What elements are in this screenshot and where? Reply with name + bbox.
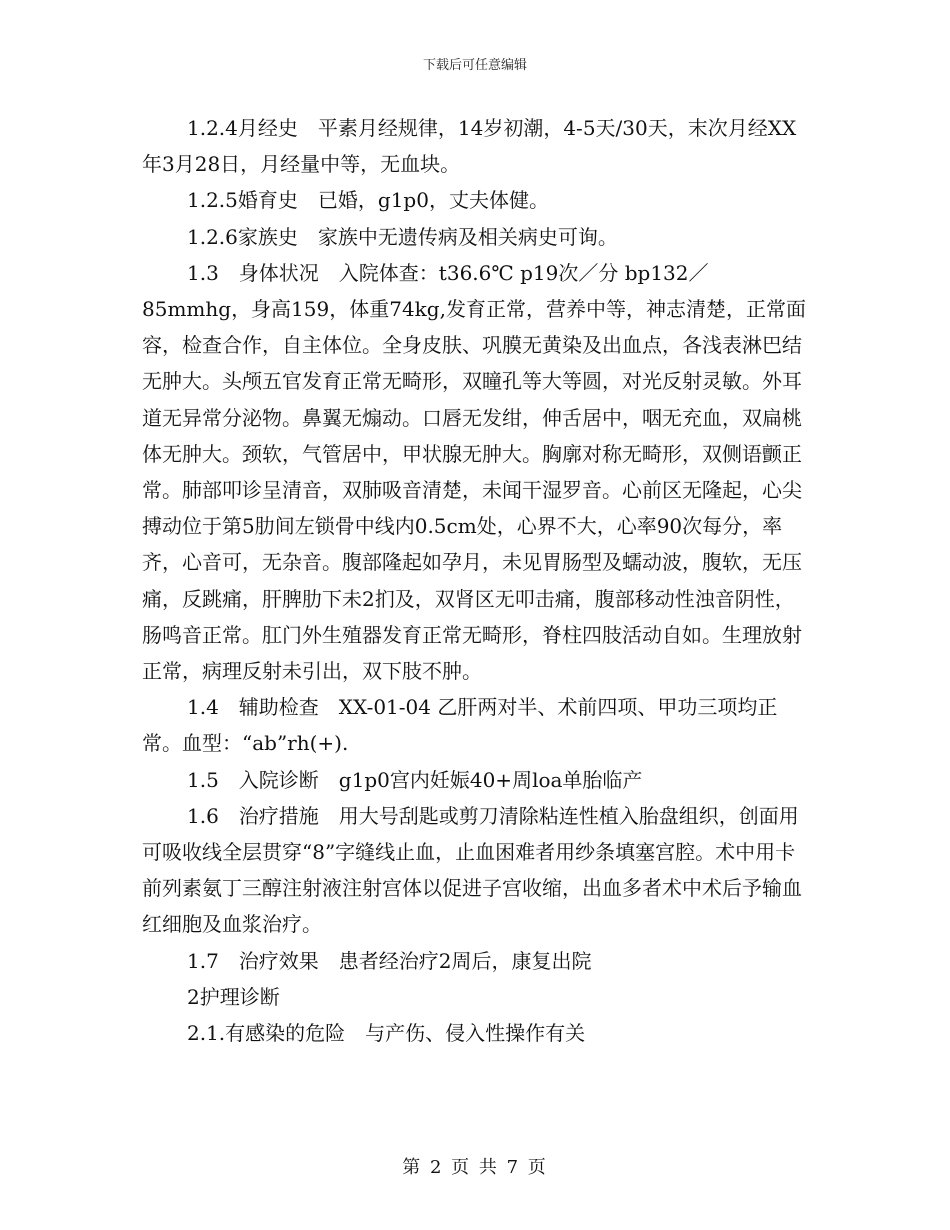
subsection-infection-risk: 2.1.有感染的危险 与产伤、侵入性操作有关: [187, 1021, 586, 1046]
document-body: [142, 110, 808, 1051]
paragraph-family-history: 1.2.6家族史 家族中无遗传病及相关病史可询。: [187, 224, 618, 249]
paragraph-marital-history: 1.2.5婚育史 已婚，g1p0，丈夫体健。: [187, 188, 549, 213]
section-heading-nursing-diagnosis: 2护理诊断: [187, 984, 280, 1009]
page-footer: 第 2 页 共 7 页: [402, 1157, 548, 1178]
paragraph-physical-status: 1.3 身体状况 入院体查：t36.6℃ p19次／分 bp132／85mmhg，身高159，体重74kg,发育正常，营养中等，神志清楚，正常面容，检查合作，自主体位。全身皮肤、巩膜无黄染及出血点，各浅表淋巴结无肿大。头颅五官发育正常无畸形，双瞳孔等大等圆，对光反射灵敏。外耳道无异常分泌物。鼻翼无煽动。口唇无发绀，伸舌居中，咽无充血，双扁桃体无肿大。颈软，气管居中，甲状腺无肿大。胸廓对称无畸形，双侧语颤正常。肺部叩诊呈清音，双肺吸音清楚，未闻干湿罗音。心前区无隆起，心尖搏动位于第5肋间左锁骨中线内0.5cm处，心界不大，心率90次每分，率齐，心音可，无杂音。腹部隆起如孕月，未见胃肠型及蠕动波，腹软，无压痛，反跳痛，肝脾肋下未2扪及，双肾区无叩击痛，腹部移动性浊音阴性，肠鸣音正常。肛门外生殖器发育正常无畸形，脊柱四肢活动自如。生理放射正常，病理反射未引出，双下肢不肿。: [142, 260, 806, 684]
page-header: 下载后可任意编辑: [422, 58, 527, 73]
paragraph-treatment-effect: 1.7 治疗效果 患者经治疗2周后，康复出院: [187, 948, 592, 973]
paragraph-auxiliary-exam: 1.4 辅助检查 XX-01-04 乙肝两对半、术前四项、甲功三项均正常。血型：“ab”rh(+).: [142, 695, 778, 756]
paragraph-menstrual-history: 1.2.4月经史 平素月经规律，14岁初潮，4-5天/30天，末次月经XX年3月28日，月经量中等，无血块。: [142, 116, 797, 177]
paragraph-treatment-measures: 1.6 治疗措施 用大号刮匙或剪刀清除粘连性植入胎盘组织，创面用可吸收线全层贯穿“8”字缝线止血，止血困难者用纱条填塞宫腔。术中用卡前列素氨丁三醇注射液注射宫体以促进子宫收缩，出血多者术中术后予输血红细胞及血浆治疗。: [142, 803, 802, 937]
paragraph-admission-diagnosis: 1.5 入院诊断 g1p0宫内妊娠40+周loa单胎临产: [187, 767, 643, 792]
